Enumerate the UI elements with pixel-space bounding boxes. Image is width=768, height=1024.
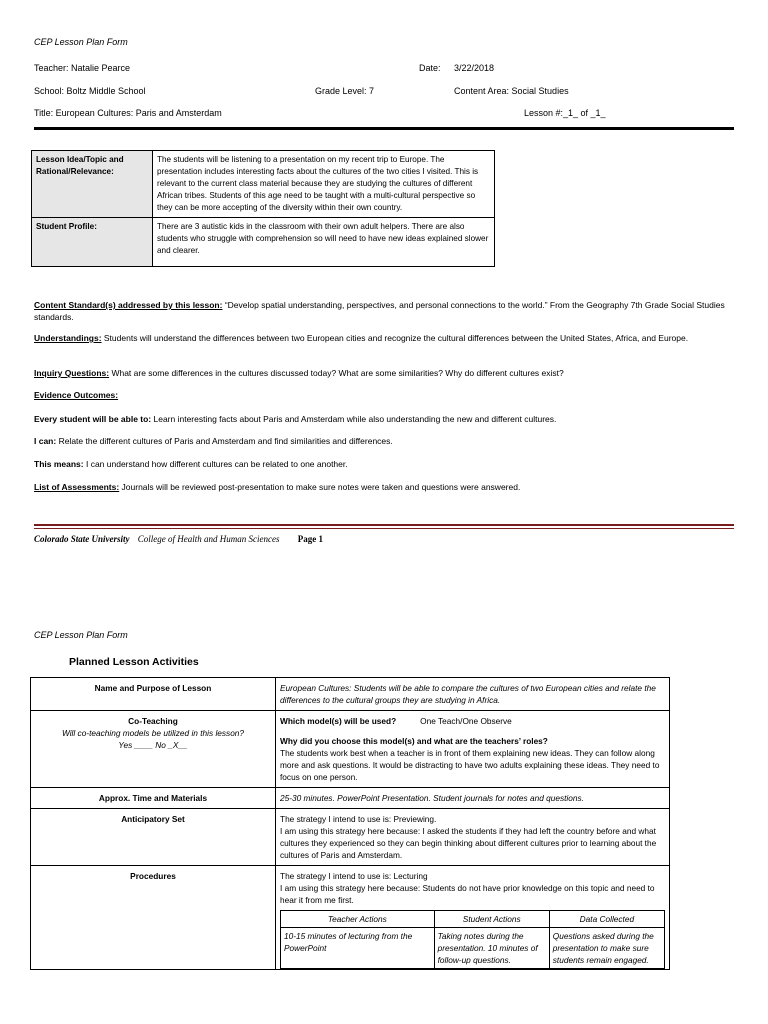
footer-university: Colorado State University (34, 534, 130, 544)
every-student (34, 413, 734, 425)
this-means-label: This means: (34, 459, 84, 469)
understandings-text: Students will understand the differences between two European cities and recognize the cultural differences between the United States, Africa, and Europe. (101, 333, 689, 343)
table-row (31, 866, 670, 970)
understandings (34, 332, 734, 344)
date-value: 3/22/2018 (454, 63, 495, 73)
cell-student-actions: Taking notes during the presentation. 10 minutes of follow-up questions. (434, 928, 549, 969)
anticipatory-line-1: The strategy I intend to use is: Previewing. (280, 814, 437, 824)
date-label: Date: (419, 63, 441, 73)
header-data-collected: Data Collected (549, 911, 664, 928)
procedures-label: Procedures (31, 866, 276, 970)
procedures-line-1: The strategy I intend to use is: Lecturing (280, 871, 428, 881)
form-title: CEP Lesson Plan Form (34, 37, 128, 47)
why-question: Why did you choose this model(s) and what are the teachers’ roles? (280, 736, 548, 746)
name-purpose-label: Name and Purpose of Lesson (31, 678, 276, 711)
content-standard (34, 299, 734, 323)
row-label: Student Profile: (32, 218, 153, 267)
i-can-text: Relate the different cultures of Paris and Amsterdam and find similarities and differences. (56, 436, 393, 446)
inquiry-label: Inquiry Questions: (34, 368, 110, 378)
assessments-text: Journals will be reviewed post-presentation to make sure notes were taken and questions were answered. (119, 482, 521, 492)
cell-data-collected: Questions asked during the presentation to make sure students remain engaged. (549, 928, 664, 969)
table-row (32, 151, 495, 218)
grade-field: Grade Level: 7 (315, 86, 375, 96)
i-can (34, 435, 734, 447)
model-answer: One Teach/One Observe (420, 716, 512, 726)
header-student-actions: Student Actions (434, 911, 549, 928)
assessments-label: List of Assessments: (34, 482, 120, 492)
row-label: Lesson Idea/Topic and Rational/Relevance: (32, 151, 153, 218)
inquiry-questions (34, 367, 734, 379)
evidence-outcomes (34, 389, 734, 401)
co-teaching-yes-no: Yes ____ No _X__ (118, 740, 188, 750)
table-row (31, 788, 670, 809)
row-text: The students will be listening to a presentation on my recent trip to Europe. The presentation includes interesting facts about the cultures of the two cities I visited. This is relevant to the current class material because they are studying the cultures of different African tribes. Students of this age need to be taught with a multi-cultural perspective so they can be more accepting of the diversity within their own country. (153, 151, 495, 218)
footer-page: Page 1 (297, 534, 323, 544)
page2-form-title: CEP Lesson Plan Form (34, 630, 128, 640)
evidence-label: Evidence Outcomes: (34, 390, 119, 400)
page-footer (34, 534, 323, 544)
header-teacher-actions: Teacher Actions (281, 911, 435, 928)
table-row (31, 711, 670, 788)
every-student-label: Every student will be able to: (34, 414, 152, 424)
i-can-label: I can: (34, 436, 57, 446)
assessments (34, 481, 734, 493)
content-standard-text: “Develop spatial understanding, perspectives, and personal connections to the world.” From the Geography 7th Grade Social Studies standards. (34, 300, 725, 322)
table-row (281, 911, 665, 928)
co-teaching-label: Co-Teaching (128, 716, 178, 726)
model-question: Which model(s) will be used? (280, 716, 397, 726)
this-means (34, 458, 734, 470)
lesson-idea-table (31, 150, 495, 267)
content-area-field: Content Area: Social Studies (454, 86, 569, 96)
time-materials-label: Approx. Time and Materials (31, 788, 276, 809)
lesson-number-field: Lesson #:_1_ of _1_ (524, 108, 606, 118)
title-field: Title: European Cultures: Paris and Amsterdam (34, 108, 222, 118)
school-field: School: Boltz Middle School (34, 86, 146, 96)
co-teaching-details (276, 711, 670, 788)
co-teaching-cell (31, 711, 276, 788)
planned-activities-heading: Planned Lesson Activities (69, 656, 199, 668)
why-answer: The students work best when a teacher is in front of them explaining new ideas. They can follow along more and ask questions. It would be distracting to have two adults explaining these ideas. They need to focus on one person. (280, 748, 660, 782)
cell-teacher-actions: 10-15 minutes of lecturing from the PowerPoint (281, 928, 435, 969)
every-student-text: Learn interesting facts about Paris and Amsterdam while also understanding the new and different cultures. (151, 414, 557, 424)
table-row (31, 809, 670, 866)
footer-rule-bottom (34, 528, 734, 529)
footer-rule-top (34, 524, 734, 526)
procedures-text (276, 866, 670, 970)
procedures-actions-table (280, 910, 665, 969)
row-text: There are 3 autistic kids in the classroom with their own adult helpers. There are also students who struggle with comprehension so will need to have new ideas explained slower and clearer. (153, 218, 495, 267)
content-standard-label: Content Standard(s) addressed by this lesson: (34, 300, 223, 310)
anticipatory-text (276, 809, 670, 866)
footer-college: College of Health and Human Sciences (137, 534, 280, 544)
header-rule (34, 127, 734, 130)
time-materials-text: 25-30 minutes. PowerPoint Presentation. Student journals for notes and questions. (276, 788, 670, 809)
co-teaching-question: Will co-teaching models be utilized in this lesson? (61, 728, 245, 738)
anticipatory-label: Anticipatory Set (31, 809, 276, 866)
teacher-field: Teacher: Natalie Pearce (34, 63, 131, 73)
anticipatory-line-2: I am using this strategy here because: I asked the students if they had left the country before and what cultures they experienced so they can begin thinking about different cultures prior to learning about the cultures of Paris and Amsterdam. (280, 826, 657, 860)
table-row (281, 928, 665, 969)
inquiry-text: What are some differences in the cultures discussed today? What are some similarities? Why do different cultures exist? (109, 368, 564, 378)
table-row (31, 678, 670, 711)
procedures-line-2: I am using this strategy here because: Students do not have prior knowledge on this topic and need to hear it from me first. (280, 883, 655, 905)
understandings-label: Understandings: (34, 333, 102, 343)
table-row (32, 218, 495, 267)
name-purpose-text: European Cultures: Students will be able to compare the cultures of two European cities and relate the differences to the cultural groups they are studying in Africa. (276, 678, 670, 711)
this-means-text: I can understand how different cultures can be related to one another. (83, 459, 348, 469)
planned-activities-table (30, 677, 670, 970)
